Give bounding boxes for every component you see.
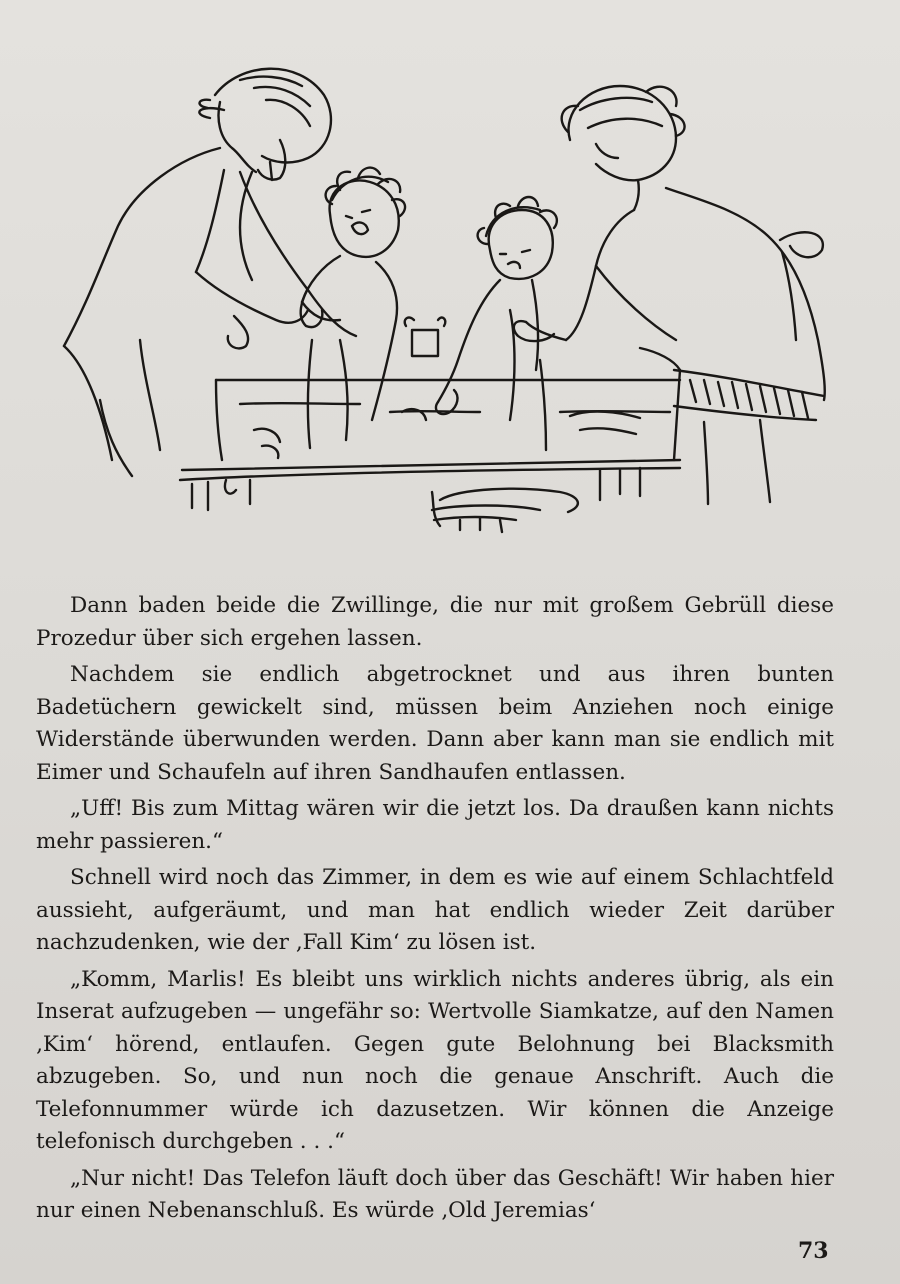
bath-illustration [40,40,840,540]
paragraph: „Komm, Marlis! Es bleibt uns wirklich nichts anderes übrig, als ein Inserat aufzugeben — ungefähr so: Wertvolle Siamkatze, auf den Namen ‚Kim‘ hörend, entlaufen. Gegen gute Belohnung bei Blacksmith abzugeben. So, und nun noch die genaue Anschrift. Auch die Telefonnummer würde ich dazusetzen. Wir können die Anzeige telefonisch durchgeben . . .“ [36,966,834,1154]
paragraph: Dann baden beide die Zwillinge, die nur mit großem Gebrüll diese Prozedur über sich ergehen lassen. [36,593,834,651]
right-woman-figure [514,86,825,504]
paragraph: Schnell wird noch das Zimmer, in dem es wie auf einem Schlachtfeld aussieht, aufgeräumt, und man hat endlich wieder Zeit darüber nachzudenken, wie der ‚Fall Kim‘ zu lösen ist. [36,865,834,955]
body-text [36,590,834,1232]
page-number: 73 [798,1238,829,1264]
bathtub [180,318,680,532]
paragraph: „Uff! Bis zum Mittag wären wir die jetzt los. Da draußen kann nichts mehr passieren.“ [36,796,834,854]
left-child-figure [301,168,405,448]
paragraph: Nachdem sie endlich abgetrocknet und aus ihren bunten Badetüchern gewickelt sind, müssen beim Anziehen noch einige Widerstände überwunden werden. Dann aber kann man sie endlich mit Eimer und Schaufeln auf ihren Sandhaufen entlassen. [36,662,834,785]
paragraph: „Nur nicht! Das Telefon läuft doch über das Geschäft! Wir haben hier nur einen Nebenanschluß. Es würde ‚Old Jeremias‘ [36,1165,834,1223]
left-woman-figure [64,69,356,476]
